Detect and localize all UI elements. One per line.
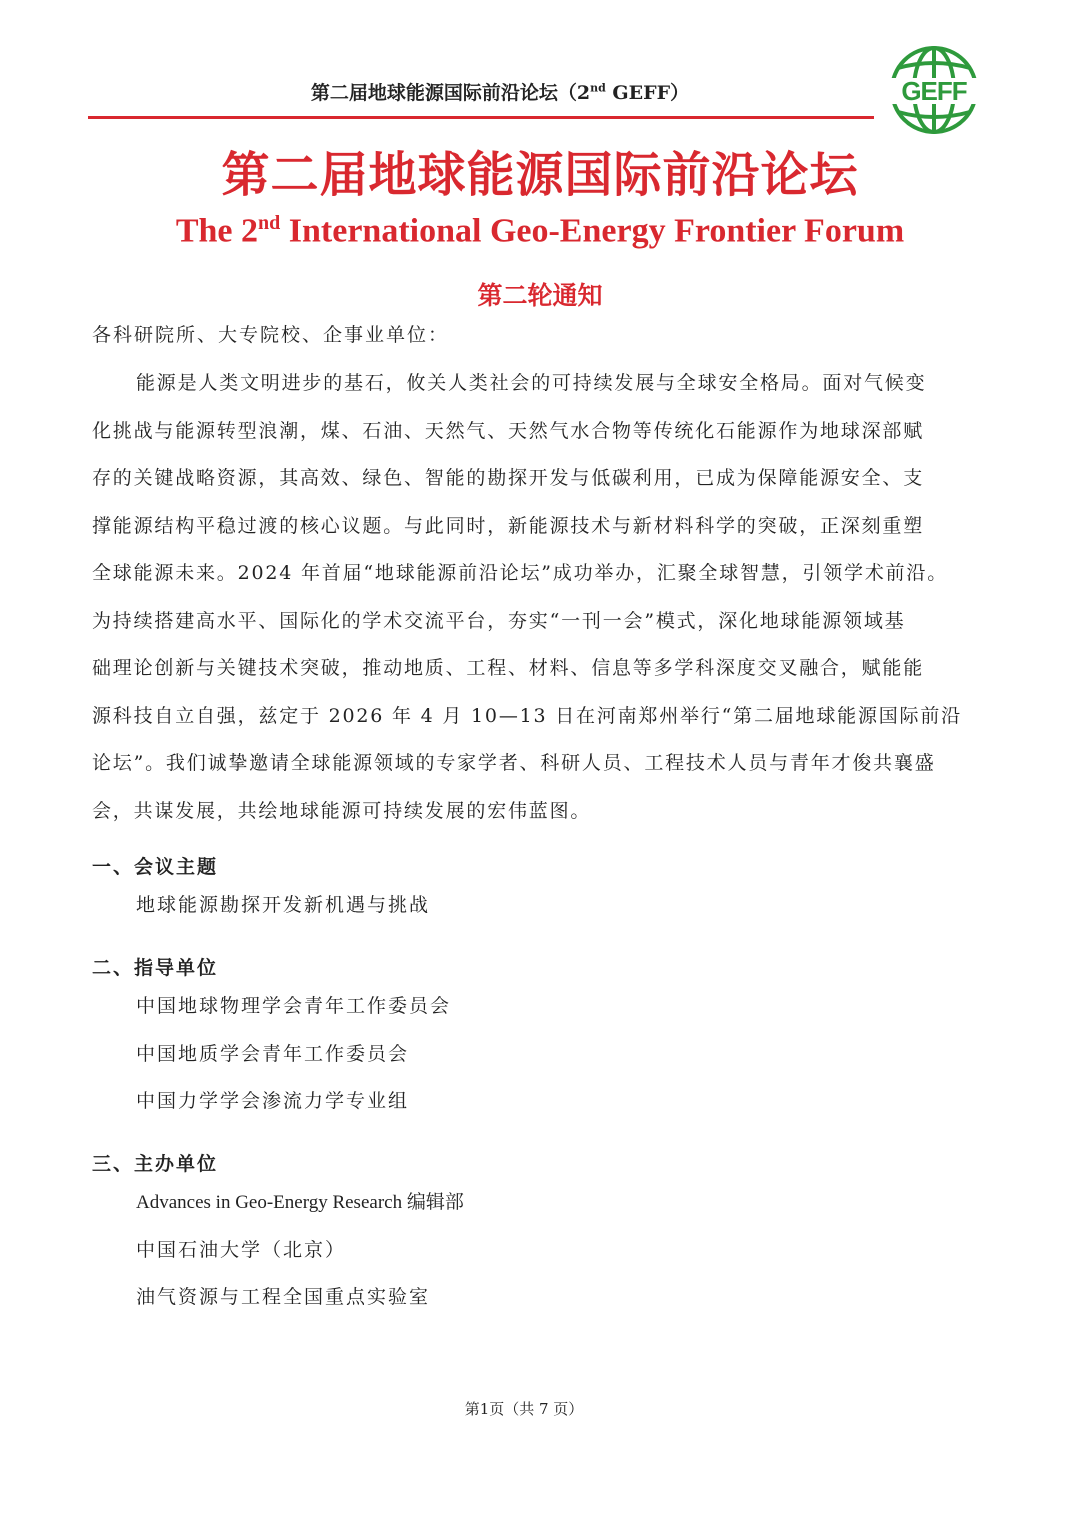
page-title-en-suffix: International Geo-Energy Frontier Forum: [280, 212, 905, 250]
running-header-superscript: nd: [590, 81, 606, 95]
section-item: 地球能源勘探开发新机遇与挑战: [136, 894, 431, 916]
running-header: [0, 78, 1000, 105]
logo-text: GEFF: [901, 76, 967, 106]
geff-globe-logo-icon: [884, 40, 984, 140]
page-title-en-text: The 2: [175, 212, 259, 250]
intro-line: 为持续搭建高水平、国际化的学术交流平台，夯实“一刊一会”模式，深化地球能源领域基: [92, 609, 906, 632]
page-title-en: [0, 212, 1080, 250]
section-item: 中国地球物理学会青年工作委员会: [136, 995, 452, 1017]
notice-subtitle: 第二轮通知: [477, 281, 603, 310]
intro-line: 全球能源未来。2024 年首届“地球能源前沿论坛”成功举办，汇聚全球智慧，引领学术前沿。: [92, 562, 949, 584]
intro-line: 能源是人类文明进步的基石，攸关人类社会的可持续发展与全球安全格局。面对气候变: [136, 372, 927, 394]
section-item: 油气资源与工程全国重点实验室: [136, 1286, 431, 1308]
section-theme: [92, 852, 430, 930]
intro-line: 源科技自立自强，兹定于 2026 年 4 月 10—13 日在河南郑州举行“第二届地球能源国际前沿: [92, 704, 962, 727]
intro-line: 会，共谋发展，共绘地球能源可持续发展的宏伟蓝图。: [92, 799, 592, 822]
section-item: 中国力学学会渗流力学专业组: [136, 1090, 410, 1112]
section-guiding-units: [92, 953, 451, 1126]
section-heading: 二、指导单位: [92, 957, 219, 979]
intro-line: 础理论创新与关键技术突破，推动地质、工程、材料、信息等多学科深度交叉融合，赋能能: [92, 657, 925, 679]
intro-line: 存的关键战略资源，其高效、绿色、智能的勘探开发与低碳利用，已成为保障能源安全、支: [92, 467, 925, 489]
intro-line: 化挑战与能源转型浪潮，煤、石油、天然气、天然气水合物等传统化石能源作为地球深部赋: [92, 419, 925, 442]
section-item: 中国地质学会青年工作委员会: [136, 1042, 410, 1065]
running-header-suffix: GEFF）: [605, 82, 690, 104]
header-divider: [88, 116, 874, 119]
section-item: Advances in Geo-Energy Research 编辑部: [136, 1192, 464, 1213]
section-heading: 三、主办单位: [92, 1153, 219, 1175]
page-number: 第1页（共 7 页）: [464, 1400, 584, 1418]
intro-line: 论坛”。我们诚挚邀请全球能源领域的专家学者、科研人员、工程技术人员与青年才俊共襄盛: [92, 752, 936, 774]
intro-line: 撑能源结构平稳过渡的核心议题。与此同时，新能源技术与新材料科学的突破，正深刻重塑: [92, 514, 925, 537]
running-header-text: 第二届地球能源国际前沿论坛（2: [310, 82, 591, 104]
intro-paragraph: [92, 360, 972, 835]
section-item: 中国石油大学（北京）: [136, 1238, 347, 1261]
greeting: 各科研院所、大专院校、企事业单位：: [92, 324, 450, 346]
page-title-cn: 第二届地球能源国际前沿论坛: [221, 147, 859, 203]
section-heading: 一、会议主题: [92, 856, 219, 878]
section-host-units: [92, 1149, 464, 1322]
page-title-en-superscript: nd: [258, 212, 281, 234]
